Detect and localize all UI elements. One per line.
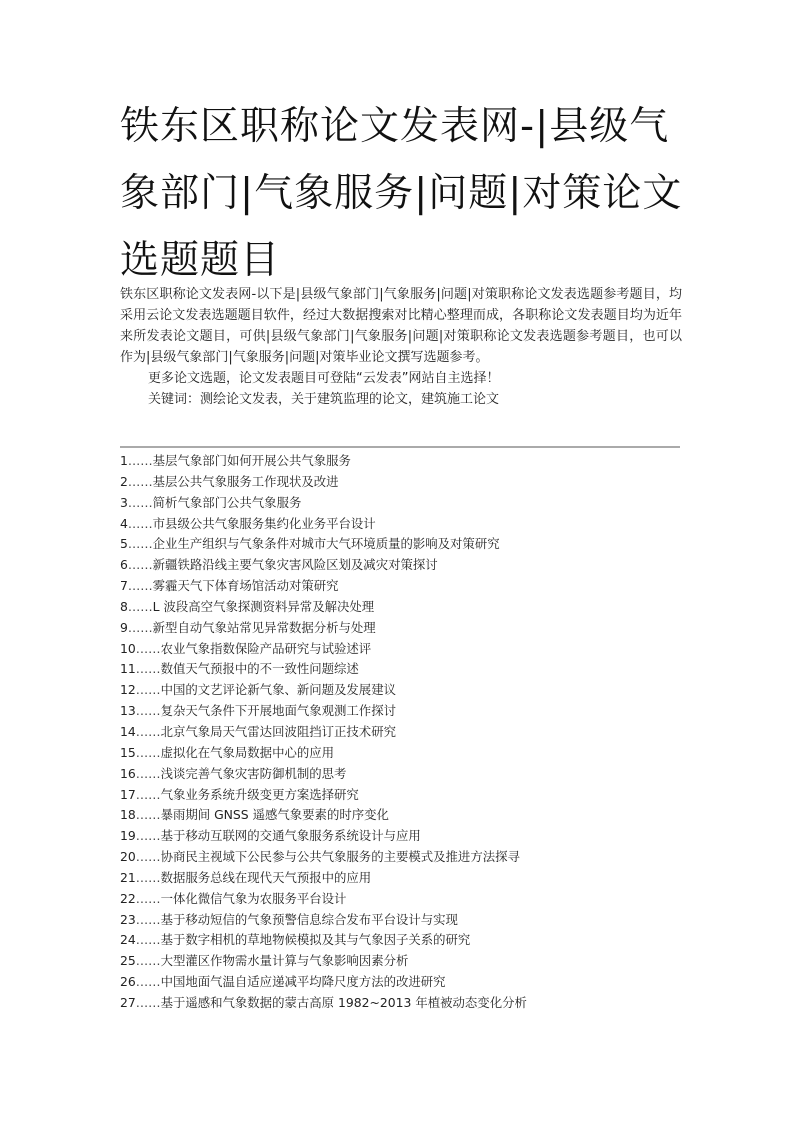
topic-item	[120, 868, 700, 889]
topic-separator: ……	[135, 869, 161, 885]
topic-number: 13	[120, 703, 136, 719]
topic-number: 12	[120, 682, 136, 698]
topic-separator: ……	[135, 682, 161, 698]
topic-separator: ……	[127, 453, 153, 468]
topic-item	[120, 993, 700, 1014]
topic-item	[120, 847, 700, 868]
topic-item	[120, 826, 700, 847]
topic-separator: ……	[135, 994, 161, 1010]
topic-item	[120, 910, 700, 931]
topic-separator: ……	[135, 703, 161, 719]
topic-number: 2	[120, 473, 128, 489]
topic-title: 市县级公共气象服务集约化业务平台设计	[152, 515, 376, 531]
topic-item	[120, 639, 700, 660]
topic-item	[120, 805, 700, 826]
topic-title: 简析气象部门公共气象服务	[152, 494, 302, 510]
topic-title: 基层气象部门如何开展公共气象服务	[152, 453, 351, 468]
topic-number: 14	[120, 723, 136, 739]
topic-item	[120, 514, 700, 535]
topic-title: 气象业务系统升级变更方案选择研究	[160, 786, 359, 802]
topic-separator: ……	[127, 473, 153, 489]
topic-number: 26	[120, 974, 136, 990]
topic-title: 中国的文艺评论新气象、新问题及发展建议	[160, 682, 396, 698]
topic-separator: ……	[135, 828, 161, 844]
topic-number: 18	[120, 807, 136, 823]
topic-item	[120, 889, 700, 910]
keywords-line: 关键词：测绘论文发表，关于建筑监理的论文，建筑施工论文	[148, 392, 500, 407]
topic-separator: ……	[127, 557, 153, 573]
topic-separator: ……	[127, 494, 153, 510]
topic-title: 农业气象指数保险产品研究与试验述评	[160, 640, 372, 656]
topic-title: 大型灌区作物需水量计算与气象影响因素分析	[160, 953, 409, 969]
topic-separator: ……	[127, 536, 153, 552]
topic-number: 22	[120, 890, 136, 906]
topic-number: 5	[120, 536, 128, 552]
topic-item	[120, 722, 700, 743]
topic-number: 24	[120, 932, 136, 948]
topic-separator: ……	[135, 911, 161, 927]
topic-title: 协商民主视域下公民参与公共气象服务的主要模式及推进方法探寻	[160, 849, 520, 865]
topic-separator: ……	[135, 953, 161, 969]
topic-item	[120, 659, 700, 680]
topic-number: 27	[120, 994, 136, 1010]
topic-item	[120, 764, 700, 785]
topic-separator: ……	[135, 974, 161, 990]
topic-number: 11	[120, 661, 136, 677]
topic-item	[120, 785, 700, 806]
topic-title: 企业生产组织与气象条件对城市大气环境质量的影响及对策研究	[152, 536, 500, 552]
topic-item	[120, 534, 700, 555]
topic-separator: ……	[135, 849, 161, 865]
topic-number: 10	[120, 640, 136, 656]
topic-title: 数值天气预报中的不一致性问题综述	[160, 661, 359, 677]
topic-title: 基于移动互联网的交通气象服务系统设计与应用	[160, 828, 421, 844]
topic-item	[120, 493, 700, 514]
topic-item	[120, 555, 700, 576]
topic-number: 15	[120, 744, 136, 760]
topic-number: 7	[120, 578, 128, 594]
topic-title: 一体化微信气象为农服务平台设计	[160, 890, 347, 906]
section-divider	[120, 446, 680, 448]
topic-number: 8	[120, 598, 128, 614]
topic-item	[120, 576, 700, 597]
topic-separator: ……	[135, 640, 161, 656]
topic-title: 雾霾天气下体育场馆活动对策研究	[152, 578, 339, 594]
topic-number: 3	[120, 494, 128, 510]
topic-number: 6	[120, 557, 128, 573]
topic-separator: ……	[135, 744, 161, 760]
topic-title: L 波段高空气象探测资料异常及解决处理	[152, 598, 375, 614]
topic-separator: ……	[127, 515, 153, 531]
topic-title: 北京气象局天气雷达回波阻挡订正技术研究	[160, 723, 396, 739]
topic-number: 4	[120, 515, 128, 531]
topic-item	[120, 951, 700, 972]
topic-title: 数据服务总线在现代天气预报中的应用	[160, 869, 372, 885]
intro-paragraph: 铁东区职称论文发表网-以下是|县级气象部门|气象服务|问题|对策职称论文发表选题参考题目，均采用云论文发表选题题目软件，经过大数据搜索对比精心整理而成，各职称论文发表题目均为近年来所发表论文题目，可供|县级气象部门|气象服务|问题|对策职称论文发表选题参考题目，也可以作为|县级气象部门|气象服务|问题|对策毕业论文撰写选题参考。	[120, 287, 682, 365]
topic-title: 虚拟化在气象局数据中心的应用	[160, 744, 335, 760]
more-topics-note: 更多论文选题，论文发表题目可登陆“云发表”网站自主选择！	[148, 371, 500, 386]
topic-title: 浅谈完善气象灾害防御机制的思考	[160, 765, 347, 781]
topic-separator: ……	[127, 619, 153, 635]
topic-separator: ……	[135, 661, 161, 677]
topic-separator: ……	[135, 890, 161, 906]
topic-separator: ……	[135, 765, 161, 781]
topic-title: 复杂天气条件下开展地面气象观测工作探讨	[160, 703, 396, 719]
topic-number: 21	[120, 869, 136, 885]
page-title: 铁东区职称论文发表网-|县级气象部门|气象服务|问题|对策论文选题题目	[120, 104, 683, 283]
topic-number: 9	[120, 619, 128, 635]
topic-separator: ……	[135, 807, 161, 823]
topic-title: 基于遥感和气象数据的蒙古高原 1982~2013 年植被动态变化分析	[160, 994, 527, 1010]
topic-list	[120, 451, 700, 1014]
topic-title: 基于移动短信的气象预警信息综合发布平台设计与实现	[160, 911, 458, 927]
topic-item	[120, 472, 700, 493]
topic-separator: ……	[127, 578, 153, 594]
topic-separator: ……	[127, 598, 153, 614]
topic-item	[120, 972, 700, 993]
topic-number: 25	[120, 953, 136, 969]
topic-item	[120, 597, 700, 618]
topic-item	[120, 618, 700, 639]
topic-title: 基层公共气象服务工作现状及改进	[152, 473, 339, 489]
topic-number: 23	[120, 911, 136, 927]
topic-title: 基于数字相机的草地物候模拟及其与气象因子关系的研究	[160, 932, 471, 948]
topic-number: 16	[120, 765, 136, 781]
topic-item	[120, 680, 700, 701]
topic-number: 1	[120, 453, 128, 468]
topic-number: 20	[120, 849, 136, 865]
topic-number: 19	[120, 828, 136, 844]
topic-title: 新疆铁路沿线主要气象灾害风险区划及减灾对策探讨	[152, 557, 438, 573]
topic-item	[120, 743, 700, 764]
topic-title: 中国地面气温自适应递减平均降尺度方法的改进研究	[160, 974, 446, 990]
topic-title: 暴雨期间 GNSS 遥感气象要素的时序变化	[160, 807, 389, 823]
topic-item	[120, 701, 700, 722]
topic-separator: ……	[135, 932, 161, 948]
topic-separator: ……	[135, 723, 161, 739]
topic-item	[120, 451, 700, 472]
topic-number: 17	[120, 786, 136, 802]
topic-title: 新型自动气象站常见异常数据分析与处理	[152, 619, 376, 635]
topic-item	[120, 930, 700, 951]
topic-separator: ……	[135, 786, 161, 802]
